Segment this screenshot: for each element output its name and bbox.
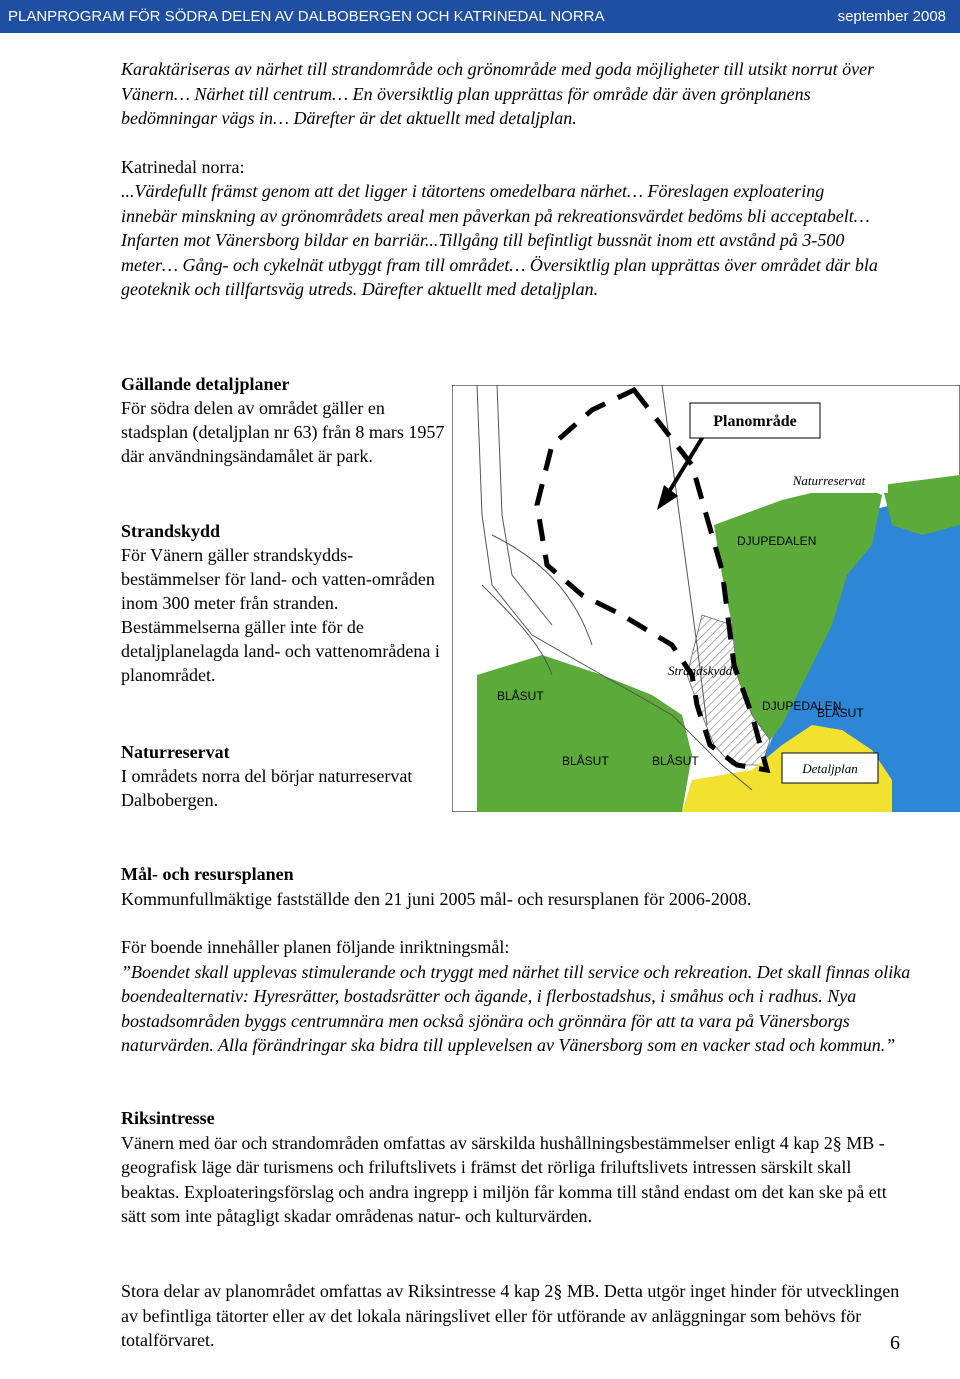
document-title: PLANPROGRAM FÖR SÖDRA DELEN AV DALBOBERGEN OCH KATRINEDAL NORRA	[8, 8, 605, 25]
label-strandskydd: Strandskydd	[668, 663, 733, 678]
label-djupedalen-south: DJUPEDALEN	[762, 699, 842, 713]
naturreservat-text: I områdets norra del börjar naturreservat Dalbobergen.	[121, 766, 413, 810]
detaljplaner-text: För södra delen av området gäller en stadsplan (detaljplan nr 63) från 8 mars 1957 där användningsändamålet är park.	[121, 398, 445, 466]
detaljplaner-heading: Gällande detaljplaner	[121, 374, 290, 394]
katrinedal-paragraph: ...Värdefullt främst genom att det ligger i tätortens omedelbara närhet… Föreslagen exploatering innebär minskning av grönområdets areal men påverkan på rekreationsvärdet bedöms bli acceptabelt… Infarten mot Vänersborg bildar en barriär...Tillgång till befintligt bussnät inom ett avstånd på 3-500 meter… Gång- och cykelnät utbyggt fram till området… Översiktlig plan upprättas över området där bla geoteknik och tillfartsväg utreds. Därefter aktuellt med detaljplan.	[121, 181, 878, 300]
label-djupedalen-north: DJUPEDALEN	[737, 534, 817, 548]
mal-section	[121, 862, 901, 911]
label-planomrade: Planområde	[713, 413, 797, 430]
naturreservat-heading: Naturreservat	[121, 742, 230, 762]
strandskydd-text: För Vänern gäller strandskydds-bestämmelser för land- och vatten-områden inom 300 meter från stranden.	[121, 545, 435, 613]
mal-heading: Mål- och resursplanen	[121, 864, 294, 884]
detaljplaner-section	[121, 372, 451, 468]
riksintresse-text: Vänern med öar och strandområden omfattas av särskilda hushållningsbestämmelser enligt 4 kap 2§ MB - geografisk läge där turismens och friluftslivets i främst det rörliga friluftslivets intressen särskilt skall beaktas. Exploateringsförslag och andra ingrepp i miljön får komma till stånd endast om det kan ske på ett sätt som inte påtagligt skadar områdenas natur- och kulturvärden.	[121, 1132, 887, 1227]
riksintresse-section	[121, 1106, 911, 1229]
page-header	[0, 0, 960, 33]
label-blasut-mid: BLÅSUT	[562, 754, 609, 768]
stora-paragraph: Stora delar av planområdet omfattas av Riksintresse 4 kap 2§ MB. Detta utgör inget hinder för utvecklingen av befintliga tätorter eller av det lokala näringslivet eller för utförande av anläggningar som behövs för totalförvaret.	[121, 1281, 900, 1351]
label-blasut-east: BLÅSUT	[817, 706, 864, 720]
mal-text: Kommunfullmäktige fastställde den 21 juni 2005 mål- och resursplanen för 2006-2008.	[121, 888, 752, 909]
intro-paragraph: Karaktäriseras av närhet till strandområde och grönområde med goda möjligheter till utsikt norrut över Vänern… Närhet till centrum… En översiktlig plan upprättas för område där även grönplanens bedömningar vägs in… Därefter är det aktuellt med detaljplan.	[121, 59, 875, 129]
label-naturreservat: Naturreservat	[792, 473, 866, 488]
strandskydd-exception-text: Bestämmelserna gäller inte för de detaljplanelagda land- och vattenområdena i planområdet.	[121, 617, 440, 685]
label-blasut-west: BLÅSUT	[497, 689, 544, 703]
strandskydd-heading: Strandskydd	[121, 521, 221, 541]
label-detaljplan: Detaljplan	[802, 761, 858, 776]
strandskydd-section	[121, 519, 451, 687]
boende-section	[121, 935, 911, 1058]
plan-map	[452, 385, 960, 812]
boende-quote: ”Boendet skall upplevas stimulerande och tryggt med närhet till service och rekreation. Det skall finnas olika boendealternativ: Hyresrätter, bostadsrätter och ägande, i flerbostadshus, i småhus och i radhus. Nya bostadsområden byggs centrumnära men också sjönära och grönnära för att ta vara på Vänersborgs naturvärden. Alla förändringar ska bidra till upplevelsen av Vänersborg som en vacker stad och kommun.”	[121, 961, 911, 1056]
boende-intro: För boende innehåller planen följande inriktningsmål:	[121, 937, 510, 957]
label-blasut-center: BLÅSUT	[652, 754, 699, 768]
page-number: 6	[890, 1332, 900, 1354]
document-date: september 2008	[837, 8, 946, 25]
katrinedal-heading: Katrinedal norra:	[121, 157, 245, 177]
riksintresse-heading: Riksintresse	[121, 1108, 215, 1128]
naturreservat-section	[121, 740, 451, 812]
